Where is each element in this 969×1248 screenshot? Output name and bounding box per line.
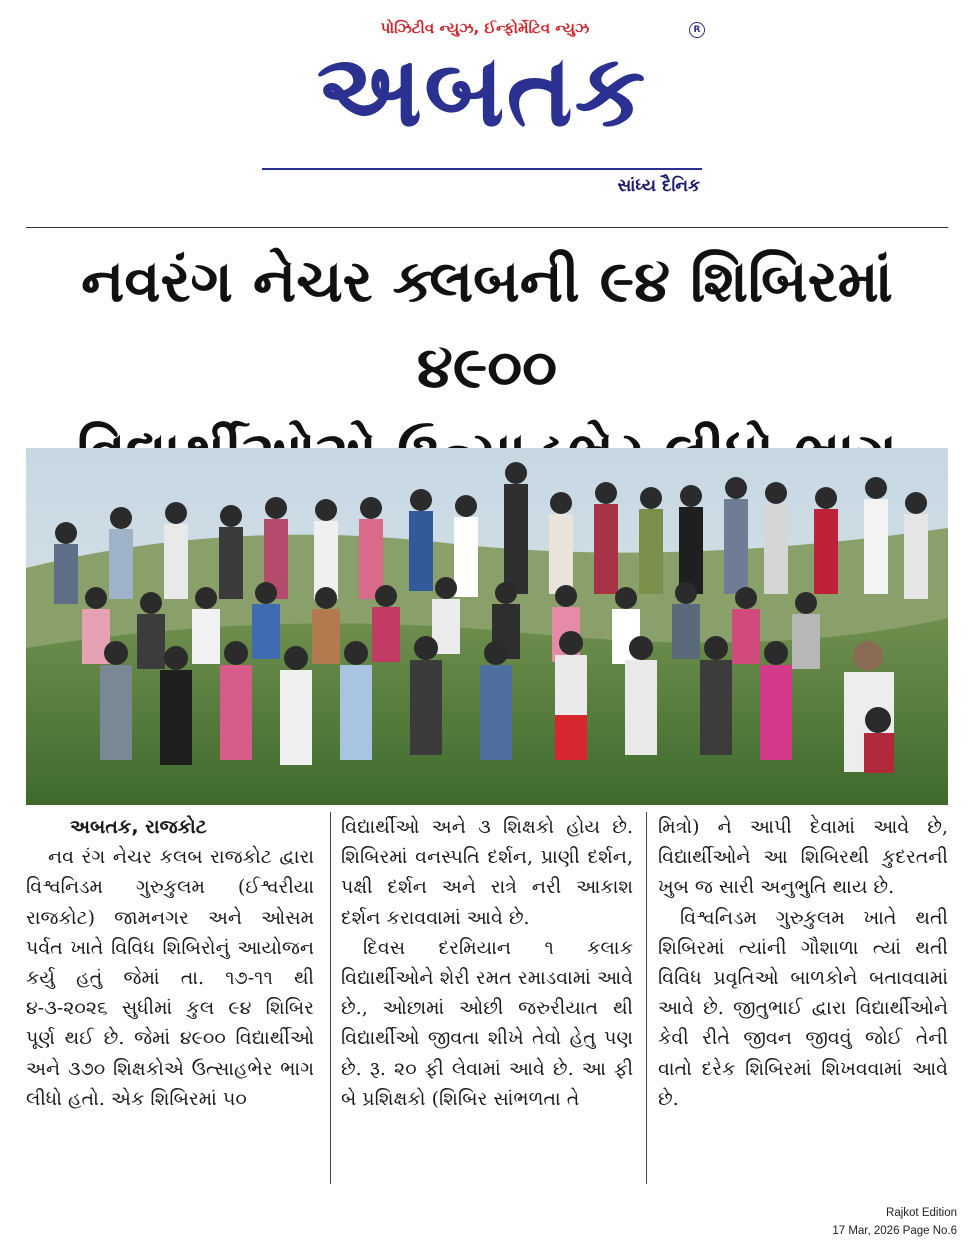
edition-date-page: 17 Mar, 2026 Page No.6: [832, 1225, 957, 1237]
column-divider: [646, 812, 647, 1184]
column-divider: [330, 812, 331, 1184]
article-column-3: [658, 812, 948, 1114]
article-column-2: [341, 812, 633, 1114]
article-dateline: અબતક, રાજકોટ: [70, 816, 207, 838]
group-photo-image: [26, 448, 948, 805]
newspaper-logo: અબતક: [316, 36, 648, 146]
article-paragraph: વિદ્યાર્થીઓ અને ૩ શિક્ષકો હોય છે. શિબિરમાં વનસ્પતિ દર્શન, પ્રાણી દર્શન, પક્ષી દર્શન અને રાત્રે નરી આકાશ દર્શન કરાવવામાં આવે છે.: [341, 816, 633, 929]
masthead-tagline: પોઝિટીવ ન્યુઝ, ઈન્ફોર્મેટિવ ન્યુઝ: [380, 19, 590, 37]
article-paragraph: દિવસ દરમિયાન ૧ કલાક વિદ્યાર્થીઓને શેરી રમત રમાડવામાં આવે છે., ઓછામાં ઓછી જરુરીયાત થી વિદ્યાર્થીઓ જીવતા શીખે તેવો હેતુ પણ છે. રૂ. ૨૦ ફી લેવામાં આવે છે. આ ફી બે પ્રશિક્ષકો (શિબિર સાંભળતા તે: [341, 936, 633, 1110]
edition-info: [832, 1204, 957, 1240]
headline-line-1: નવરંગ નેચર ક્લબની ૯૪ શિબિરમાં ૪૯૦૦: [81, 247, 893, 401]
edition-name: Rajkot Edition: [886, 1207, 957, 1219]
masthead-subbrand: સાંધ્ય દૈનિક: [617, 176, 700, 196]
article-paragraph: વિશ્વનિડમ ગુરુકુલમ ખાતે થતી શિબિરમાં ત્યાંની ગૌશાળા ત્યાં થતી વિવિધ પ્રવૃતિઓ બાળકોને બતાવવામાં આવે છે. જીતુભાઈ દ્વારા વિદ્યાર્થીઓને કેવી રીતે જીવન જીવવું જોઈ તેની વાતો દરેક શિબિરમાં શિખવવામાં આવે છે.: [658, 906, 948, 1110]
registered-mark-icon: R: [689, 22, 705, 38]
logo-underline: [262, 168, 702, 170]
article-paragraph: મિત્રો) ને આપી દેવામાં આવે છે, વિદ્યાર્થીઓને આ શિબિરથી કુદરતની ખુબ જ સારી અનુભુતિ થાય છે.: [658, 816, 948, 899]
article-paragraph: નવ રંગ નેચર કલબ રાજકોટ દ્વારા વિશ્વનિડમ ગુરુકુલમ (ઈશ્વરીયા રાજકોટ) જામનગર અને ઓસમ પર્વત ખાતે વિવિધ શિબિરોનું આયોજન કર્યુ હતું જેમાં તા. ૧૭-૧૧ થી ૪-૩-૨૦૨૬ સુધીમાં કુલ ૯૪ શિબિર પૂર્ણ થઈ છે. જેમાં ૪૯૦૦ વિદ્યાર્થીઓ અને ૩૭૦ શિક્ષકોએ ઉત્સાહભેર ભાગ લીધો હતો. એક શિબિરમાં ૫૦: [26, 846, 314, 1110]
article-column-1: [26, 812, 314, 1114]
header-divider: [26, 227, 948, 228]
